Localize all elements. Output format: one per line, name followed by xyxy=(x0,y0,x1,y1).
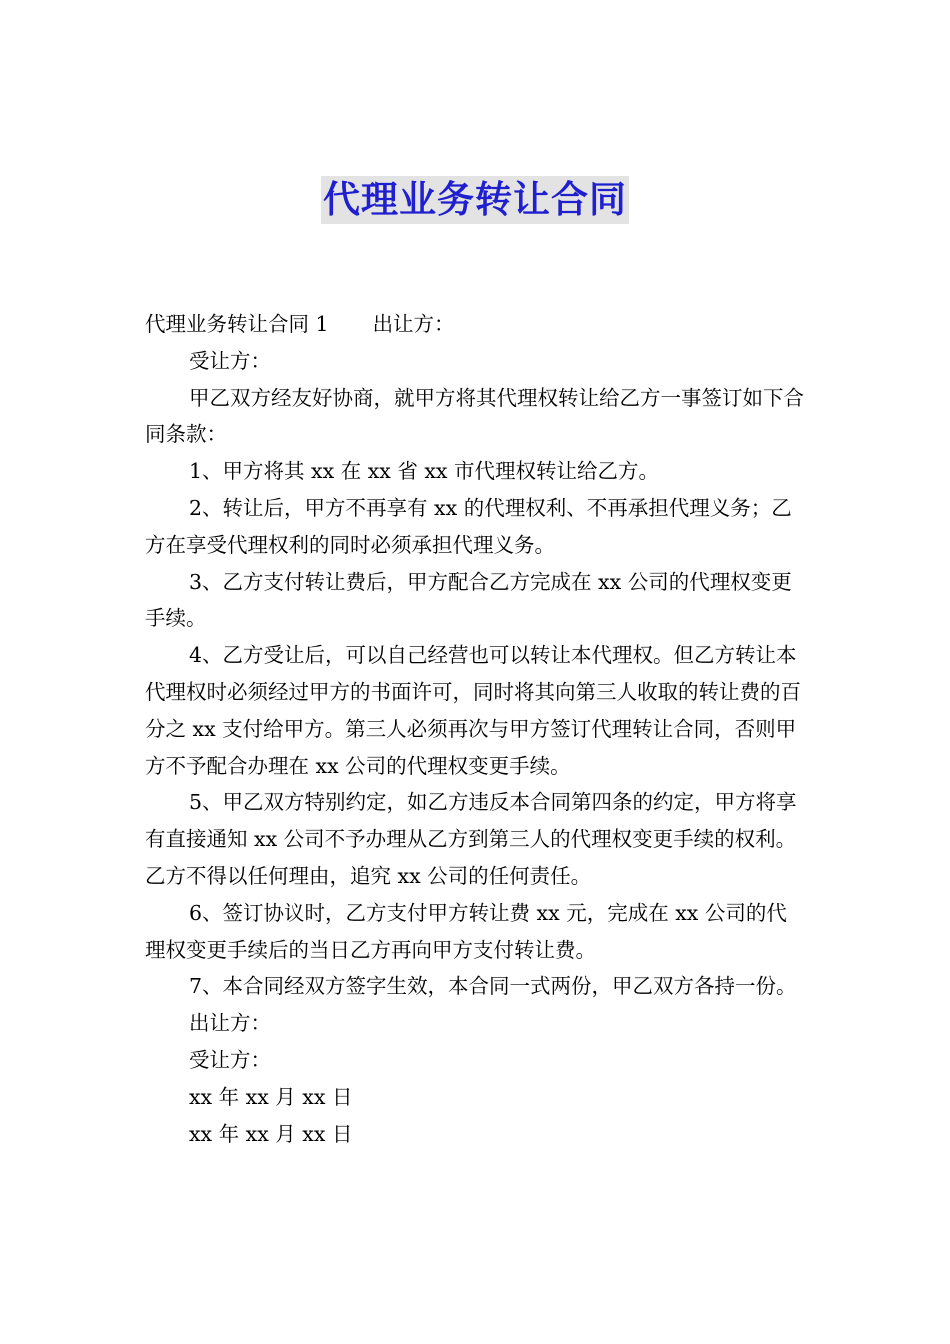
clause-3: 3、乙方支付转让费后，甲方配合乙方完成在 xx 公司的代理权变更手续。 xyxy=(145,569,792,631)
contract-heading: 代理业务转让合同 1 xyxy=(145,312,329,336)
title-container xyxy=(0,176,950,224)
clause-1: 1、甲方将其 xx 在 xx 省 xx 市代理权转让给乙方。 xyxy=(189,459,660,484)
clause-6: 6、签订协议时，乙方支付甲方转让费 xx 元，完成在 xx 公司的代理权变更手续后的当日乙方再向甲方支付转让费。 xyxy=(145,900,787,962)
clause-2: 2、转让后，甲方不再享有 xx 的代理权利、不再承担代理义务；乙方在享受代理权利的同时必须承担代理义务。 xyxy=(145,495,792,557)
document-body xyxy=(145,306,807,1152)
document-title: 代理业务转让合同 xyxy=(321,176,629,224)
paragraph-intro: 甲乙双方经友好协商，就甲方将其代理权转让给乙方一事签订如下合同条款： xyxy=(145,385,804,447)
clause-5: 5、甲乙双方特别约定，如乙方违反本合同第四条的约定，甲方将享有直接通知 xx 公司不予办理从乙方到第三人的代理权变更手续的权利。乙方不得以任何理由，追究 xx 公司的任何责任。 xyxy=(145,790,797,888)
signature-party-b: 受让方： xyxy=(189,1047,271,1072)
party-a-label: 出让方： xyxy=(372,312,455,336)
signature-date-a: xx 年 xx 月 xx 日 xyxy=(189,1084,353,1109)
clause-4: 4、乙方受让后，可以自己经营也可以转让本代理权。但乙方转让本代理权时必须经过甲方的书面许可，同时将其向第三人收取的转让费的百分之 xx 支付给甲方。第三人必须再次与甲方签订代理转让合同，否则甲方不予配合办理在 xx 公司的代理权变更手续。 xyxy=(145,643,801,778)
signature-party-a: 出让方： xyxy=(189,1011,271,1036)
party-b-label: 受让方： xyxy=(189,348,271,373)
first-line xyxy=(145,306,807,343)
signature-date-b: xx 年 xx 月 xx 日 xyxy=(189,1121,353,1146)
clause-7: 7、本合同经双方签字生效，本合同一式两份，甲乙双方各持一份。 xyxy=(189,974,797,999)
